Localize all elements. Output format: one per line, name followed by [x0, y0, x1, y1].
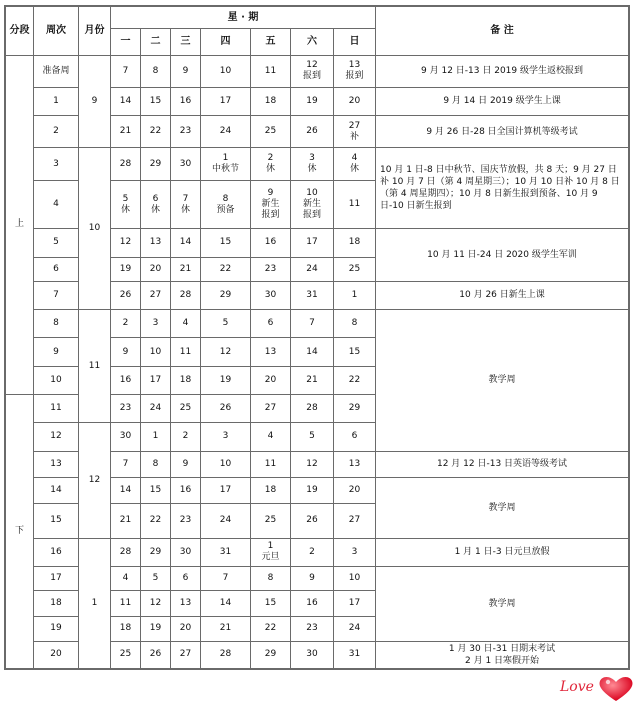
month-jan: 1: [79, 538, 111, 669]
day-cell: 7 休: [171, 180, 201, 229]
day-cell: 21: [201, 617, 251, 641]
day-cell: 19: [291, 477, 334, 503]
day-cell: 13: [141, 229, 171, 257]
day-cell: 27: [171, 641, 201, 668]
day-cell: 16: [111, 366, 141, 394]
day-cell: 21: [171, 257, 201, 281]
day-cell: 6: [334, 423, 376, 451]
day-cell: 7: [111, 55, 141, 87]
day-cell: 19: [201, 366, 251, 394]
day-cell: 11: [251, 55, 291, 87]
day-cell: 29: [141, 538, 171, 566]
week-cell: 6: [34, 257, 79, 281]
day-cell: 20: [334, 477, 376, 503]
week-cell: 12: [34, 423, 79, 451]
remark-cell: 教学周: [376, 310, 629, 451]
day-cell: 4: [251, 423, 291, 451]
day-cell: 24: [201, 504, 251, 538]
day-cell: 30: [171, 538, 201, 566]
day-cell: 24: [334, 617, 376, 641]
day-cell: 8: [251, 566, 291, 590]
day-cell: 24: [141, 395, 171, 423]
week-cell: 10: [34, 366, 79, 394]
day-cell: 25: [251, 504, 291, 538]
remark-cell: 10 月 1 日-8 日中秋节、国庆节放假，共 8 天；9 月 27 日补 10 月 7 日（第 4 周星期三）；10 月 10 日补 10 月 8 日（第 4 周星期四）；10 月 8 日新生报到预备、10 月 9 日-10 日新生报到: [376, 148, 629, 229]
remark-cell: 9 月 12 日-13 日 2019 级学生返校报到: [376, 55, 629, 87]
day-cell: 19: [111, 257, 141, 281]
day-cell: 23: [291, 617, 334, 641]
header-segment: 分段: [6, 7, 34, 56]
day-cell: 12 报到: [291, 55, 334, 87]
segment-upper: 上: [6, 55, 34, 395]
day-cell: 20: [171, 617, 201, 641]
day-cell: 25: [251, 116, 291, 148]
day-cell: 27: [141, 281, 171, 309]
day-cell: 22: [334, 366, 376, 394]
day-cell: 11: [171, 338, 201, 366]
remark-cell: 9 月 14 日 2019 级学生上课: [376, 87, 629, 115]
day-cell: 20: [334, 87, 376, 115]
day-cell: 11: [111, 591, 141, 617]
day-cell: 2 休: [251, 148, 291, 180]
day-cell: 2: [291, 538, 334, 566]
day-cell: 9: [171, 451, 201, 477]
remark-cell: 12 月 12 日-13 日英语等级考试: [376, 451, 629, 477]
day-cell: 25: [334, 257, 376, 281]
remark-cell: 教学周: [376, 477, 629, 538]
month-dec: 12: [79, 423, 111, 538]
day-cell: 28: [201, 641, 251, 668]
day-cell: 18: [171, 366, 201, 394]
day-cell: 5 休: [111, 180, 141, 229]
day-cell: 16: [291, 591, 334, 617]
day-cell: 17: [201, 87, 251, 115]
calendar-body: [6, 7, 629, 669]
day-cell: 28: [111, 538, 141, 566]
day-cell: 7: [291, 310, 334, 338]
day-cell: 9: [111, 338, 141, 366]
day-cell: 26: [111, 281, 141, 309]
day-cell: 17: [141, 366, 171, 394]
day-cell: 14: [111, 477, 141, 503]
day-cell: 27: [334, 504, 376, 538]
day-cell: 7: [111, 451, 141, 477]
day-cell: 30: [251, 281, 291, 309]
week-cell: 7: [34, 281, 79, 309]
header-month: 月份: [79, 7, 111, 56]
day-cell: 8: [141, 55, 171, 87]
header-weekday-group: 星 · 期: [111, 7, 376, 29]
day-cell: 23: [171, 116, 201, 148]
day-cell: 4: [111, 566, 141, 590]
remark-cell: 教学周: [376, 566, 629, 641]
day-cell: 18: [251, 87, 291, 115]
day-cell: 22: [201, 257, 251, 281]
day-cell: 31: [201, 538, 251, 566]
day-cell: 25: [111, 641, 141, 668]
day-cell: 15: [141, 477, 171, 503]
remark-cell: 9 月 26 日-28 日全国计算机等级考试: [376, 116, 629, 148]
week-cell: 19: [34, 617, 79, 641]
day-cell: 14: [291, 338, 334, 366]
day-cell: 6 休: [141, 180, 171, 229]
day-cell: 22: [251, 617, 291, 641]
day-cell: 23: [111, 395, 141, 423]
day-cell: 16: [251, 229, 291, 257]
day-cell: 15: [201, 229, 251, 257]
day-cell: 3: [141, 310, 171, 338]
day-cell: 29: [141, 148, 171, 180]
day-cell: 22: [141, 504, 171, 538]
week-cell: 11: [34, 395, 79, 423]
day-cell: 5: [291, 423, 334, 451]
day-cell: 12: [141, 591, 171, 617]
remark-cell: 1 月 30 日-31 日期末考试 2 月 1 日寒假开始: [376, 641, 629, 668]
segment-lower: 下: [6, 395, 34, 669]
day-cell: 10: [201, 55, 251, 87]
month-oct: 10: [79, 148, 111, 310]
day-cell: 12: [111, 229, 141, 257]
day-cell: 30: [171, 148, 201, 180]
header-day-2: 三: [171, 29, 201, 55]
day-cell: 26: [291, 116, 334, 148]
day-cell: 13: [251, 338, 291, 366]
day-cell: 11: [334, 180, 376, 229]
month-sep: 9: [79, 55, 111, 148]
day-cell: 21: [111, 116, 141, 148]
day-cell: 17: [334, 591, 376, 617]
heart-icon: [596, 675, 636, 703]
day-cell: 8: [334, 310, 376, 338]
day-cell: 9: [171, 55, 201, 87]
week-cell: 20: [34, 641, 79, 668]
day-cell: 15: [334, 338, 376, 366]
day-cell: 18: [334, 229, 376, 257]
day-cell: 12: [201, 338, 251, 366]
header-week: 周次: [34, 7, 79, 56]
week-cell: 1: [34, 87, 79, 115]
week-cell: 2: [34, 116, 79, 148]
day-cell: 14: [111, 87, 141, 115]
day-cell: 12: [291, 451, 334, 477]
day-cell: 4: [171, 310, 201, 338]
header-day-0: 一: [111, 29, 141, 55]
day-cell: 1 中秋节: [201, 148, 251, 180]
day-cell: 21: [291, 366, 334, 394]
week-cell: 4: [34, 180, 79, 229]
week-cell: 18: [34, 591, 79, 617]
header-day-5: 六: [291, 29, 334, 55]
day-cell: 31: [334, 641, 376, 668]
day-cell: 6: [171, 566, 201, 590]
day-cell: 22: [141, 116, 171, 148]
day-cell: 23: [171, 504, 201, 538]
header-day-4: 五: [251, 29, 291, 55]
day-cell: 24: [201, 116, 251, 148]
day-cell: 1: [334, 281, 376, 309]
day-cell: 10: [141, 338, 171, 366]
calendar-row: [6, 55, 629, 87]
day-cell: 8 预备: [201, 180, 251, 229]
love-decoration: [560, 675, 636, 703]
day-cell: 28: [171, 281, 201, 309]
week-cell: 5: [34, 229, 79, 257]
day-cell: 27 补: [334, 116, 376, 148]
day-cell: 16: [171, 477, 201, 503]
calendar-row: [6, 148, 629, 180]
day-cell: 15: [141, 87, 171, 115]
header-day-1: 二: [141, 29, 171, 55]
calendar-frame: [4, 5, 630, 670]
day-cell: 3: [334, 538, 376, 566]
day-cell: 18: [111, 617, 141, 641]
week-cell: 15: [34, 504, 79, 538]
header-remarks: 备 注: [376, 7, 629, 56]
school-calendar-table: [5, 6, 629, 669]
day-cell: 26: [141, 641, 171, 668]
day-cell: 3 休: [291, 148, 334, 180]
day-cell: 1 元旦: [251, 538, 291, 566]
header-day-3: 四: [201, 29, 251, 55]
day-cell: 29: [251, 641, 291, 668]
day-cell: 10: [334, 566, 376, 590]
day-cell: 14: [171, 229, 201, 257]
day-cell: 21: [111, 504, 141, 538]
day-cell: 2: [111, 310, 141, 338]
day-cell: 16: [171, 87, 201, 115]
day-cell: 10: [201, 451, 251, 477]
day-cell: 15: [251, 591, 291, 617]
day-cell: 20: [251, 366, 291, 394]
love-text: Love: [560, 679, 594, 695]
day-cell: 20: [141, 257, 171, 281]
week-cell: 准备周: [34, 55, 79, 87]
day-cell: 29: [334, 395, 376, 423]
day-cell: 18: [251, 477, 291, 503]
week-cell: 9: [34, 338, 79, 366]
day-cell: 4 休: [334, 148, 376, 180]
day-cell: 5: [141, 566, 171, 590]
day-cell: 28: [291, 395, 334, 423]
day-cell: 27: [251, 395, 291, 423]
day-cell: 29: [201, 281, 251, 309]
day-cell: 24: [291, 257, 334, 281]
day-cell: 9: [291, 566, 334, 590]
week-cell: 16: [34, 538, 79, 566]
day-cell: 26: [201, 395, 251, 423]
day-cell: 9 新生 报到: [251, 180, 291, 229]
day-cell: 19: [141, 617, 171, 641]
day-cell: 19: [291, 87, 334, 115]
day-cell: 13 报到: [334, 55, 376, 87]
week-cell: 8: [34, 310, 79, 338]
day-cell: 2: [171, 423, 201, 451]
day-cell: 1: [141, 423, 171, 451]
month-nov: 11: [79, 310, 111, 423]
day-cell: 23: [251, 257, 291, 281]
week-cell: 3: [34, 148, 79, 180]
day-cell: 14: [201, 591, 251, 617]
day-cell: 26: [291, 504, 334, 538]
day-cell: 13: [171, 591, 201, 617]
day-cell: 11: [251, 451, 291, 477]
day-cell: 30: [111, 423, 141, 451]
day-cell: 31: [291, 281, 334, 309]
calendar-row: [6, 310, 629, 338]
week-cell: 17: [34, 566, 79, 590]
day-cell: 3: [201, 423, 251, 451]
week-cell: 13: [34, 451, 79, 477]
week-cell: 14: [34, 477, 79, 503]
remark-cell: 1 月 1 日-3 日元旦放假: [376, 538, 629, 566]
day-cell: 25: [171, 395, 201, 423]
day-cell: 28: [111, 148, 141, 180]
day-cell: 8: [141, 451, 171, 477]
day-cell: 6: [251, 310, 291, 338]
remark-cell: 10 月 26 日新生上课: [376, 281, 629, 309]
day-cell: 13: [334, 451, 376, 477]
calendar-row: [6, 538, 629, 566]
header-day-6: 日: [334, 29, 376, 55]
day-cell: 10 新生 报到: [291, 180, 334, 229]
remark-cell: 10 月 11 日-24 日 2020 级学生军训: [376, 229, 629, 282]
day-cell: 17: [201, 477, 251, 503]
day-cell: 17: [291, 229, 334, 257]
day-cell: 5: [201, 310, 251, 338]
day-cell: 7: [201, 566, 251, 590]
day-cell: 30: [291, 641, 334, 668]
